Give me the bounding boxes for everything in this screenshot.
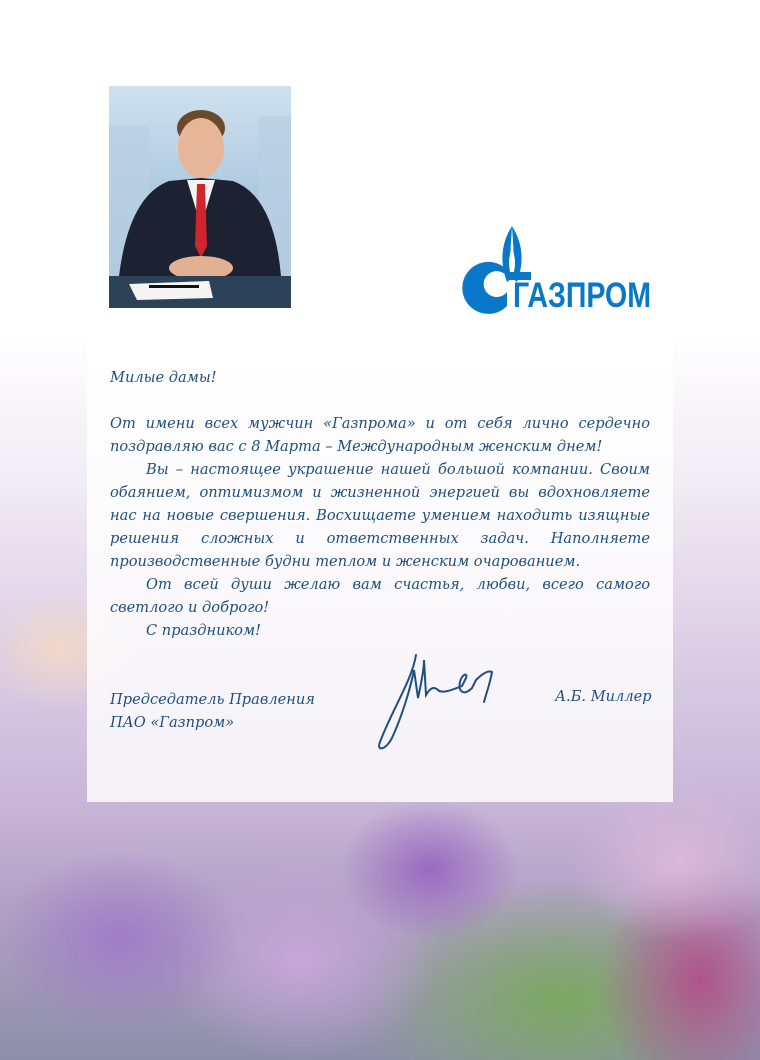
letter-paragraph: От всей души желаю вам счастья, любви, всего самого светлого и доброго! [110, 576, 650, 616]
gazprom-logo [467, 220, 657, 316]
handwritten-signature [372, 650, 502, 759]
logo-lettering: ГАЗПРОМ [513, 276, 651, 315]
signer-title [110, 688, 315, 734]
letter-paragraph: С праздником! [146, 622, 261, 639]
signer-position: Председатель Правления [110, 691, 315, 708]
letter-body [110, 366, 650, 642]
signer-name: А.Б. Миллер [555, 688, 652, 705]
signer-company: ПАО «Газпром» [110, 714, 235, 731]
letter-paragraph: От имени всех мужчин «Газпрома» и от себя лично сердечно поздравляю вас с 8 Марта – Международным женским днем! [110, 415, 650, 455]
letter-paragraph: Вы – настоящее украшение нашей большой компании. Своим обаянием, оптимизмом и жизненной энергией вы вдохновляете нас на новые свершения. Восхищаете умением находить изящные решения сложных и ответственных задач. Наполняете производственные будни теплом и женским очарованием. [110, 461, 650, 570]
portrait-photo [109, 86, 291, 308]
letter-greeting: Милые дамы! [110, 369, 217, 386]
